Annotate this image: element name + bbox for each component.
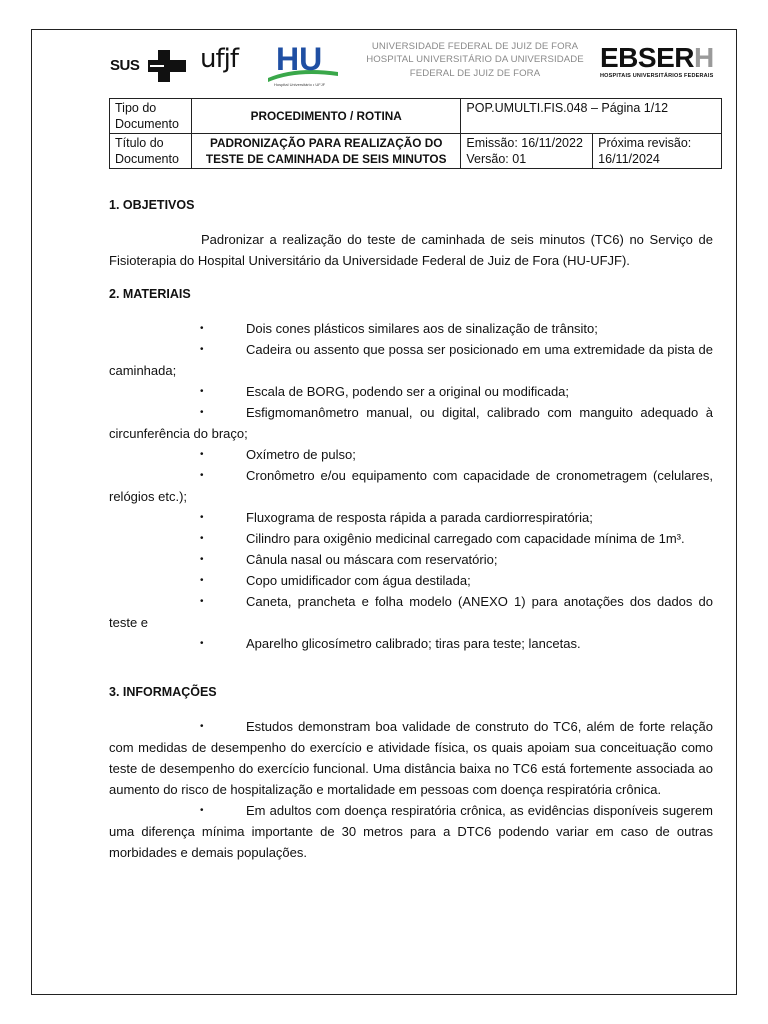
- bullet-icon: •: [200, 596, 204, 607]
- bullet-icon: •: [200, 449, 204, 460]
- list-item: • Oxímetro de pulso;: [109, 444, 713, 465]
- emission-date: Emissão: 16/11/2022: [466, 136, 583, 150]
- section-heading-informacoes: 3. INFORMAÇÕES: [109, 685, 217, 699]
- bullet-icon: •: [200, 512, 204, 523]
- hu-logo-text: HU: [276, 42, 323, 77]
- university-line: HOSPITAL UNIVERSITÁRIO DA UNIVERSIDADE: [366, 54, 584, 66]
- next-revision: Próxima revisão: 16/11/2024: [593, 134, 722, 169]
- ebserh-logo-text: [600, 44, 734, 72]
- list-item: • Aparelho glicosímetro calibrado; tiras para teste; lancetas.: [109, 633, 713, 654]
- ebserh-subtitle: HOSPITAIS UNIVERSITÁRIOS FEDERAIS: [600, 73, 714, 79]
- tipo-value: PROCEDIMENTO / ROTINA: [191, 99, 460, 134]
- list-item: • Caneta, prancheta e folha modelo (ANEXO 1) para anotações dos dados do teste e: [109, 591, 713, 633]
- hu-logo-subtext: Hospital Universitário • UFJF: [274, 82, 326, 87]
- materiais-list: [109, 318, 713, 654]
- bullet-icon: •: [200, 721, 204, 732]
- hu-logo: [266, 42, 340, 90]
- section-heading-materiais: 2. MATERIAIS: [109, 287, 191, 301]
- bullet-icon: •: [200, 533, 204, 544]
- university-line: UNIVERSIDADE FEDERAL DE JUIZ DE FORA: [371, 41, 579, 52]
- bullet-icon: •: [200, 554, 204, 565]
- version: Versão: 01: [466, 152, 527, 166]
- bullet-icon: •: [200, 638, 204, 649]
- list-item: • Fluxograma de resposta rápida a parada cardiorrespiratória;: [109, 507, 713, 528]
- bullet-icon: •: [200, 323, 204, 334]
- list-item: • Em adultos com doença respiratória crônica, as evidências disponíveis sugerem uma diferença mínima importante de 30 metros para a DTC6 podendo variar em caso de outras morbidades e demais populações.: [109, 800, 713, 863]
- list-item: • Cânula nasal ou máscara com reservatório;: [109, 549, 713, 570]
- list-item: • Cadeira ou assento que possa ser posicionado em uma extremidade da pista de caminhada;: [109, 339, 713, 381]
- ufjf-logo: ufjf: [200, 44, 239, 74]
- list-item: • Escala de BORG, podendo ser a original ou modificada;: [109, 381, 713, 402]
- bullet-icon: •: [200, 407, 204, 418]
- sus-logo-text: SUS: [110, 57, 140, 74]
- list-item: • Dois cones plásticos similares aos de sinalização de trânsito;: [109, 318, 713, 339]
- document-info-table: [109, 98, 722, 169]
- university-line: FEDERAL DE JUIZ DE FORA: [409, 67, 541, 79]
- ebserh-h-letter: H: [693, 42, 714, 73]
- informacoes-list: [109, 716, 713, 863]
- bullet-icon: •: [200, 805, 204, 816]
- sus-logo: [110, 48, 188, 84]
- list-item: • Estudos demonstram boa validade de construto do TC6, além de forte relação com medidas de desempenho do exercício e atividade física, os quais apoiam sua conceituação como teste de desempenho do exercício funcional. Uma distância baixa no TC6 está fortemente associada ao aumento do risco de hospitalização e mortalidade em pessoas com doença respiratória crônica.: [109, 716, 713, 800]
- list-item: • Copo umidificador com água destilada;: [109, 570, 713, 591]
- titulo-label: Título do Documento: [110, 134, 192, 169]
- tipo-label: Tipo do Documento: [110, 99, 192, 134]
- bullet-icon: •: [200, 470, 204, 481]
- document-code-page: POP.UMULTI.FIS.048 – Página 1/12: [461, 99, 722, 134]
- ebserh-main-text: EBSER: [600, 42, 694, 73]
- bullet-icon: •: [200, 386, 204, 397]
- list-item: • Cronômetro e/ou equipamento com capacidade de cronometragem (celulares, relógios etc.);: [109, 465, 713, 507]
- list-item: • Cilindro para oxigênio medicinal carregado com capacidade mínima de 1m³.: [109, 528, 713, 549]
- bullet-icon: •: [200, 344, 204, 355]
- document-body: [109, 195, 713, 863]
- titulo-value: PADRONIZAÇÃO PARA REALIZAÇÃO DO TESTE DE CAMINHADA DE SEIS MINUTOS: [191, 134, 460, 169]
- bullet-icon: •: [200, 575, 204, 586]
- ebserh-logo: [600, 44, 734, 79]
- objetivos-paragraph: Padronizar a realização do teste de caminhada de seis minutos (TC6) no Serviço de Fisioterapia do Hospital Universitário da Universidade Federal de Juiz de Fora (HU-UFJF).: [109, 232, 713, 268]
- emission-version-cell: [461, 134, 593, 169]
- university-name: [352, 40, 598, 80]
- sus-cross-icon: [110, 48, 188, 84]
- section-heading-objetivos: 1. OBJETIVOS: [109, 198, 195, 212]
- list-item: • Esfigmomanômetro manual, ou digital, calibrado com manguito adequado à circunferência do braço;: [109, 402, 713, 444]
